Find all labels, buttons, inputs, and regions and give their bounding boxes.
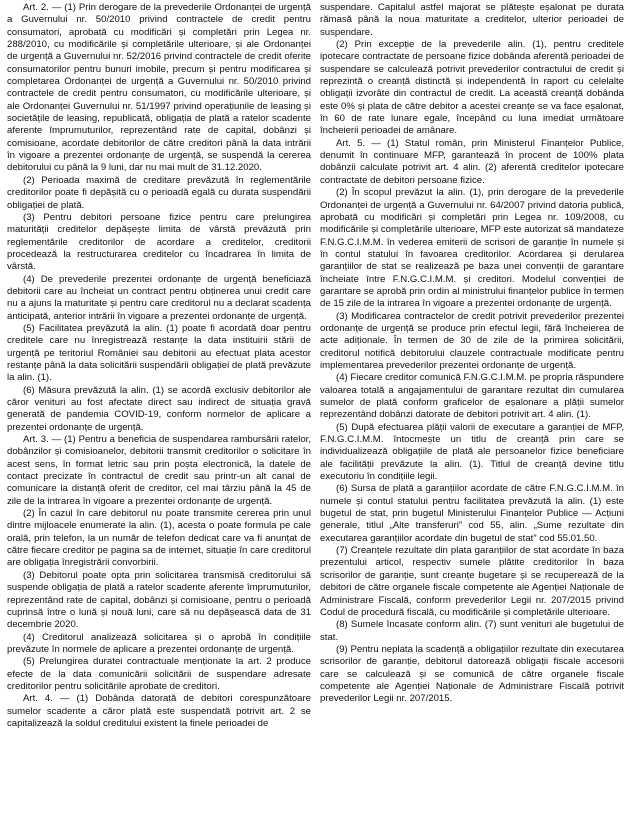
paragraph: (8) Sumele încasate conform alin. (7) sunt venituri ale bugetului de stat.: [320, 619, 624, 643]
paragraph: (4) Fiecare creditor comunică F.N.G.C.I.M.M. pe propria răspundere valoarea totală a angajamentului de garantare rezultat din cumularea sumelor de plată conform graficelor de eșalonare a plății sumelor reprezentând dobânzi datorate de debitori potrivit art. 4 alin. (1).: [320, 372, 624, 421]
paragraph: (6) Măsura prevăzută la alin. (1) se acordă exclusiv debitorilor ale căror venituri au fost afectate direct sau indirect de situația gravă generată de pandemia COVID-19, conform normelor de aplicare a prezentei ordonanțe de urgență.: [7, 384, 311, 433]
paragraph: (3) Pentru debitori persoane fizice pentru care prelungirea maturității creditelor depășește limita de vârstă prevăzută prin reglementările creditorilor de acordare a creditelor, creditorii procedează la restructurarea creditelor cu încadrarea în limita de vârstă.: [7, 211, 311, 273]
paragraph: Art. 4. — (1) Dobânda datorată de debitori corespunzătoare sumelor scadente a căror plată este suspendată potrivit art. 2 se capitalizează la soldul creditului existent la finele perioadei de: [7, 693, 311, 729]
paragraph: (5) După efectuarea plății valorii de executare a garanției de MFP, F.N.G.C.I.M.M. întocmește un titlu de creanță prin care se individualizează obligațiile de plată ale persoanelor fizice beneficiare ale facilității prevăzute la alin. (1). Titlul de creanță devine titlu executoriu în condițiile legii.: [320, 421, 624, 483]
paragraph: suspendare. Capitalul astfel majorat se plătește eșalonat pe durata rămasă până la noua maturitate a creditelor, ulterior perioadei de suspendare.: [320, 2, 624, 38]
paragraph: (7) Creanțele rezultate din plata garanțiilor de stat acordate în baza prezentului articol, respectiv sumele plătite creditorilor în baza scrisorilor de garanție, sunt creanțe bugetare și se recuperează de la debitori de către organele fiscale competente ale Agenției Naționale de Administrare Fiscală, conform prevederilor Legii nr. 207/2015 privind Codul de procedură fiscală, cu modificările și completările ulterioare.: [320, 545, 624, 618]
paragraph: (5) Prelungirea duratei contractuale menționate la art. 2 produce efecte de la data comunicării solicitării de suspendare adresate creditorilor pentru solicitările aprobate de creditori.: [7, 656, 311, 692]
paragraph: (6) Sursa de plată a garanțiilor acordate de către F.N.G.C.I.M.M. în numele și contul statului pentru facilitatea prevăzută la alin. (1) este bugetul de stat, prin bugetul Ministerului Finanțelor Publice — Acțiuni generale, titlul „Alte transferuri” cod 55, alin. „Sume rezultate din executarea garanțiilor acordate din bugetul de stat” cod 55.01.50.: [320, 483, 624, 544]
paragraph: (3) Modificarea contractelor de credit potrivit prevederilor prezentei ordonanțe de urgență se produce prin efectul legii, fără încheierea de acte adiționale. În termen de 30 de zile de la primirea solicitării, creditorul notifică debitorului clauzele contractuale modificate pentru implementarea prevederilor prezentei ordonanțe de urgență.: [320, 310, 624, 371]
paragraph: (5) Facilitatea prevăzută la alin. (1) poate fi acordată doar pentru creditele care nu înregistrează restanțe la data instituirii stării de urgență pe teritoriul României sau debitorii au efectuat plata acestor restanțe până la data solicitării suspendării obligației de plată prevăzute la alin. (1).: [7, 322, 311, 384]
paragraph: Art. 3. — (1) Pentru a beneficia de suspendarea rambursării ratelor, dobânzilor și comisioanelor, debitorii transmit creditorilor o solicitare în acest sens, în format letric sau prin poșta electronică, la datele de contact precizate în contractul de credit sau printr-un alt canal de comunicare la distanță oferit de creditor, cel mai târziu până la 45 de zile de la intrarea în vigoare a prezentei ordonanțe de urgență.: [7, 434, 311, 507]
paragraph: Art. 5. — (1) Statul român, prin Ministerul Finanțelor Publice, denumit în continuare MFP, garantează în procent de 100% plata dobânzii calculate potrivit art. 4 alin. (2) aferentă creditelor ipotecare contractate de debitori persoane fizice.: [320, 137, 624, 186]
paragraph: (2) Prin excepție de la prevederile alin. (1), pentru creditele ipotecare contractate de persoane fizice dobânda aferentă perioadei de suspendare se calculează potrivit prevederilor contractului de credit și reprezintă o creanță distinctă și independentă în raport cu celelalte obligații izvorâte din contractul de credit. La această creanță dobânda este 0% și plata de către debitor a acestei creanțe se va face eșalonat, în 60 de rate lunare egale, începând cu luna imediat următoare încheierii perioadei de amânare.: [320, 39, 624, 137]
paragraph: (3) Debitorul poate opta prin solicitarea transmisă creditorului să suspende obligația de plată a ratelor scadente aferente împrumuturilor, reprezentând rate de capital, dobânzi și comisioane, pentru o perioadă cuprinsă între o lună și nouă luni, care să nu depășească data de 31 decembrie 2020.: [7, 569, 311, 631]
paragraph: (4) Creditorul analizează solicitarea și o aprobă în condițiile prevăzute în normele de aplicare a prezentei ordonanțe de urgență.: [7, 631, 311, 655]
left-column: [7, 2, 311, 830]
paragraph: (9) Pentru neplata la scadență a obligațiilor rezultate din executarea scrisorilor de garanție, debitorul datorează obligații fiscale accesorii care se calculează și se comunică de către organele fiscale competente ale Agenției Naționale de Administrare Fiscală potrivit prevederilor Legii nr. 207/2015.: [320, 643, 624, 705]
right-column: [320, 2, 624, 830]
paragraph: Art. 2. — (1) Prin derogare de la prevederile Ordonanței de urgență a Guvernului nr. 50/2010 privind contractele de credit pentru consumatori, aprobată cu modificări și completări prin Legea nr. 288/2010, cu modificările și completările ulterioare, și ale Ordonanței de urgență a Guvernului nr. 52/2016 privind contractele de credit oferite consumatorilor pentru bunuri imobile, precum și pentru modificarea și completarea Ordonanței de urgență a Guvernului nr. 50/2010 privind contractele de credit pentru consumatori, cu modificările ulterioare, și ale Ordonanței Guvernului nr. 51/1997 privind operațiunile de leasing și societățile de leasing, republicată, obligația de plată a ratelor scadente aferente împrumuturilor, reprezentând rate de capital, dobânzi și comisioane, acordate debitorilor de către creditori până la data intrării în vigoare a prezentei ordonanțe de urgență, se suspendă la cererea debitorului cu până la 9 luni, dar nu mai mult de 31.12.2020.: [7, 2, 311, 174]
paragraph: (4) De prevederile prezentei ordonanțe de urgență beneficiază debitorii care au încheiat un contract pentru obținerea unui credit care nu a ajuns la maturitate și pentru care creditorul nu a declarat scadența anticipată, anterior intrării în vigoare a prezentei ordonanțe de urgență.: [7, 273, 311, 322]
paragraph: (2) În cazul în care debitorul nu poate transmite cererea prin unul dintre mijloacele enumerate la alin. (1), acesta o poate formula pe cale orală, prin telefon, la un număr de telefon dedicat care va fi anunțat de către fiecare creditor pe pagina sa de internet, situație în care creditorul are obligația înregistrării convorbirii.: [7, 508, 311, 569]
paragraph: (2) În scopul prevăzut la alin. (1), prin derogare de la prevederile Ordonanței de urgență a Guvernului nr. 64/2007 privind datoria publică, aprobată cu modificări și completări prin Legea nr. 109/2008, cu modificările și completările ulterioare, MFP este autorizat să mandateze F.N.G.C.I.M.M. în vederea emiterii de scrisori de garanție în numele și în contul statului în favoarea creditorilor. Acordarea și derularea garanțiilor de stat se realizează pe baza unei convenții de garantare încheiate între F.N.G.C.I.M.M. și creditori. Modelul convenției de garantare se aprobă prin ordin al ministrului finanțelor publice în termen de 15 zile de la intrarea în vigoare a prezentei ordonanțe de urgență.: [320, 187, 624, 310]
paragraph: (2) Perioada maximă de creditare prevăzută în reglementările creditorilor poate fi depășită cu o perioadă egală cu durata suspendării obligației de plată.: [7, 174, 311, 211]
